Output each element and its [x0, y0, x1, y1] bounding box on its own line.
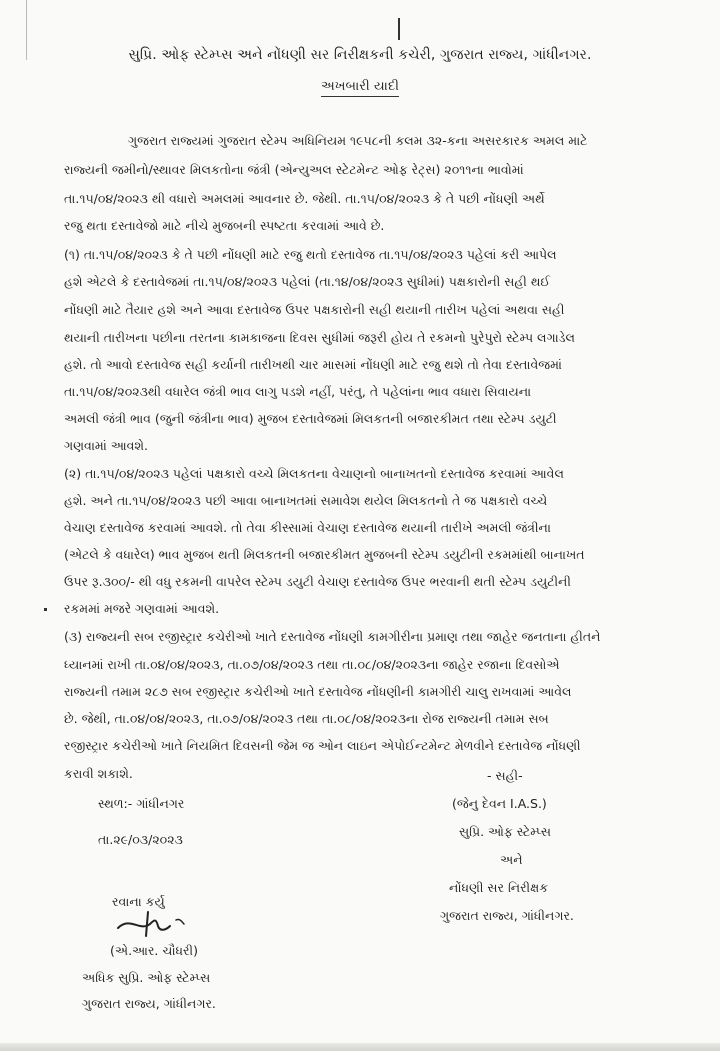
- scan-mark: [398, 18, 400, 40]
- intro-line-1: ગુજરાત રાજ્યમાં ગુજરાત સ્ટેમ્પ અધિનિયમ ૧૯૫૮ની કલમ ૩૨-કના અસરકારક અમલ માટે: [128, 133, 588, 148]
- press-release-heading: [0, 80, 720, 93]
- point2-line-6: રકમમાં મજરે ગણવામાં આવશે.: [64, 601, 220, 616]
- point1-line-7: અમલી જંત્રી ભાવ (જુની જંત્રીના ભાવ) મુજબ દસ્તાવેજમાં મિલકતની બજારકીમત તથા સ્ટેમ્પ ડયુટી: [64, 411, 557, 426]
- forwarded-title-1: અધિક સુપ્રિ. ઓફ સ્ટેમ્પ્સ: [82, 970, 211, 985]
- intro-line-3: તા.૧૫/૦૪/૨૦૨૩ થી વધારો અમલમાં આવનાર છે. જેથી. તા.૧૫/૦૪/૨૦૨૩ કે તે પછી નોંધણી અર્થે: [64, 191, 545, 206]
- point1-line-3: નોંધણી માટે તૈયાર હશે અને આવા દસ્તાવેજ ઉપર પક્ષકારોની સહી થયાની તારીખ પહેલાં અથવા સહી: [64, 302, 565, 317]
- point2-line-3: વેચાણ દસ્તાવેજ કરવામાં આવશે. તો તેવા કીસ્સામાં વેચાણ દસ્તાવેજ થયાની તારીખે અમલી જંત્રીના: [64, 520, 551, 535]
- point3-line-1: (૩) રાજ્યની સબ રજીસ્ટ્રાર કચેરીઓ ખાતે દસ્તાવેજ નોંધણી કામગીરીના પ્રમાણ તથા જાહેર જનતાના હીતને: [64, 629, 601, 644]
- signatory-title-4: ગુજરાત રાજ્ય, ગાંધીનગર.: [440, 908, 574, 923]
- press-release-heading-text: અખબારી યાદી: [321, 79, 399, 97]
- place: સ્થળ:- ગાંધીનગર: [98, 796, 185, 811]
- point2-line-1: (૨) તા.૧૫/૦૪/૨૦૨૩ પહેલાં પક્ષકારો વચ્ચે મિલકતના વેચાણનો બાનાખતનો દસ્તાવેજ કરવામાં આવેલ: [64, 466, 564, 481]
- signatory-name: (જેનુ દેવન I.A.S.): [452, 796, 547, 811]
- handwritten-signature: [110, 906, 200, 940]
- point1-line-2: હશે એટલે કે દસ્તાવેજમાં તા.૧૫/૦૪/૨૦૨૩ પહેલાં (તા.૧૪/૦૪/૨૦૨૩ સુધીમાં) પક્ષકારોની સહી થઈ: [64, 274, 551, 289]
- signed-mark: - સહી-: [487, 768, 523, 783]
- point1-line-5: હશે. તો આવો દસ્તાવેજ સહી કર્યાની તારીખથી ચાર માસમાં નોંધણી માટે રજુ થશે તો તેવા દસ્તાવેજમાં: [64, 357, 562, 372]
- scan-bottom-edge: [0, 1043, 720, 1051]
- point3-line-4: છે. જેથી, તા.૦૪/૦૪/૨૦૨૩, તા.૦૭/૦૪/૨૦૨૩ તથા તા.૦૮/૦૪/૨૦૨૩ના રોજ રાજ્યની તમામ સબ: [64, 711, 549, 726]
- signatory-title-1: સુપ્રિ. ઓફ સ્ટેમ્પ્સ: [459, 824, 551, 839]
- office-title: સુપ્રિ. ઓફ સ્ટેમ્પ્સ અને નોંધણી સર નિરીક્ષકની કચેરી, ગુજરાત રાજ્ય, ગાંધીનગર.: [128, 47, 592, 63]
- point1-line-1: (૧) તા.૧૫/૦૪/૨૦૨૩ કે તે પછી નોંધણી માટે રજુ થતો દસ્તાવેજ તા.૧૫/૦૪/૨૦૨૩ પહેલાં કરી આપેલ: [64, 247, 557, 262]
- point2-line-5: ઉપર રૂ.૩૦૦/- થી વધુ રકમની વાપરેલ સ્ટેમ્પ ડયુટી વેચાણ દસ્તાવેજ ઉપર ભરવાની થતી સ્ટેમ્પ ડયુટીની: [64, 574, 571, 589]
- point1-line-6: તા.૧૫/૦૪/૨૦૨૩થી વધારેલ જંત્રી ભાવ લાગુ પડશે નહીં, પરંતુ, તે પહેલાંના ભાવ વધારા સિવાયના: [64, 384, 532, 399]
- date: તા.૨૯/૦૩/૨૦૨૩: [98, 832, 183, 847]
- forwarded-name: (એ.આર. ચૌધરી): [110, 943, 198, 958]
- intro-line-4: રજુ થતા દસ્તાવેજો માટે નીચે મુજબની સ્પષ્ટતા કરવામાં આવે છે.: [64, 218, 385, 233]
- scan-dot: [44, 608, 47, 611]
- point3-line-5: રજીસ્ટ્રાર કચેરીઓ ખાતે નિયમિત દિવસની જેમ જ ઓન લાઇન એપોઈન્ટમેન્ટ મેળવીને દસ્તાવેજ નોંધણી: [64, 738, 581, 753]
- point2-line-4: (એટલે કે વધારેલ) ભાવ મુજબ થતી મિલકતની બજારકીમત મુજબની સ્ટેમ્પ ડયુટીની રકમમાંથી બાનાખત: [64, 547, 585, 562]
- point3-line-2: ધ્યાનમાં રાખી તા.૦૪/૦૪/૨૦૨૩, તા.૦૭/૦૪/૨૦૨૩ તથા તા.૦૮/૦૪/૨૦૨૩ના જાહેર રજાના દિવસોએ: [64, 657, 560, 672]
- intro-line-2: રાજ્યની જમીનો/સ્થાવર મિલકતોના જંત્રી (એન્યુઅલ સ્ટેટમેન્ટ ઓફ રેટ્સ) ૨૦૧૧ના ભાવોમાં: [64, 162, 524, 177]
- point3-line-6: કરાવી શકાશે.: [64, 766, 133, 781]
- signatory-title-3: નોંધણી સર નિરીક્ષક: [449, 880, 549, 895]
- point3-line-3: રાજ્યની તમામ ૨૮૭ સબ રજીસ્ટ્રાર કચેરીઓ ખાતે દસ્તાવેજ નોંધણીની કામગીરી ચાલુ રાખવામાં આવેલ: [64, 684, 572, 699]
- point1-line-4: થયાની તારીખના પછીના તરતના કામકાજના દિવસ સુધીમાં જરૂરી હોય તે રકમનો પુરેપુરો સ્ટેમ્પ લગાડેલ: [64, 330, 575, 345]
- forwarded-label: રવાના કર્યુ: [112, 894, 165, 909]
- point1-line-8: ગણવામાં આવશે.: [64, 438, 149, 453]
- forwarded-title-2: ગુજરાત રાજ્ય, ગાંધીનગર.: [82, 996, 216, 1011]
- signatory-title-2: અને: [500, 852, 523, 867]
- point2-line-2: હશે. અને તા.૧૫/૦૪/૨૦૨૩ પછી આવા બાનાખતમાં સમાવેશ થયેલ મિલકતનો તે જ પક્ષકારો વચ્ચે: [64, 493, 548, 508]
